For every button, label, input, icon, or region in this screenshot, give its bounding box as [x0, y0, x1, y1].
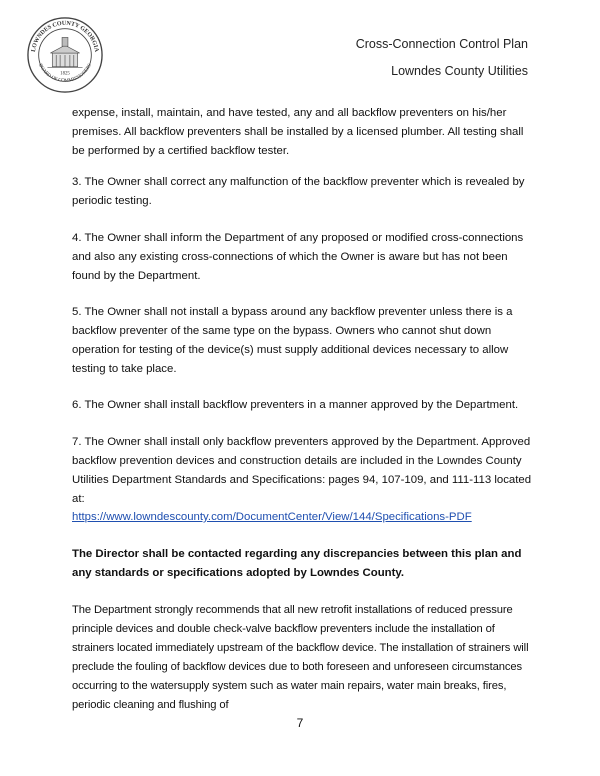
- county-seal-logo: [26, 16, 104, 94]
- paragraph-6: 6. The Owner shall install backflow preventers in a manner approved by the Department.: [72, 399, 519, 411]
- director-note: The Director shall be contacted regarding any discrepancies between this plan and any standards or specifications adopted by Lowndes County.: [72, 548, 522, 579]
- paragraph-continued: expense, install, maintain, and have tested, any and all backflow preventers on his/her premises. All backflow preventers shall be installed by a licensed plumber. All testing shall be performed by a certified backflow tester.: [72, 107, 524, 157]
- document-title: Cross-Connection Control Plan: [355, 37, 528, 51]
- specifications-link[interactable]: https://www.lowndescounty.com/DocumentCenter/View/144/Specifications-PDF: [72, 511, 472, 523]
- paragraph-5: 5. The Owner shall not install a bypass around any backflow preventer unless there is a backflow preventer of the same type on the bypass. Owners who cannot shut down operation for testing of the device(s) must supply additional devices necessary to allow testing to take place.: [72, 306, 513, 375]
- paragraph-4: 4. The Owner shall inform the Department of any proposed or modified cross-connections and also any existing cross-connections of which the Owner is aware but has not been found by the Department.: [72, 232, 524, 282]
- strainer-recommendation: The Department strongly recommends that all new retrofit installations of reduced pressure principle devices and double check-valve backflow preventers include the installation of strainers located immediately upstream of the backflow device. The installation of strainers will preclude the fouling of backflow devices due to both foreseen and unforeseen circumstances occurring to the watersupply system such as water main repairs, water main breaks, fires, periodic cleaning and flushing of: [72, 604, 529, 711]
- paragraph-7: 7. The Owner shall install only backflow preventers approved by the Department. Approved backflow prevention devices and construction details are included in the Lowndes County Utilities Department Standards and Specifications: pages 94, 107-109, and 111-113 located at:: [72, 436, 532, 505]
- document-subtitle: Lowndes County Utilities: [391, 64, 528, 78]
- seal-text-bottom: BOARD OF COMMISSIONERS: [37, 63, 93, 84]
- seal-text: LOWNDES COUNTY GEORGIA: [30, 20, 100, 53]
- specifications-link-line: [72, 508, 532, 527]
- page-number: 7: [296, 716, 304, 730]
- seal-year: 1825: [60, 71, 70, 77]
- paragraph-3: 3. The Owner shall correct any malfunction of the backflow preventer which is revealed by periodic testing.: [72, 176, 525, 207]
- courthouse-icon: [47, 37, 82, 67]
